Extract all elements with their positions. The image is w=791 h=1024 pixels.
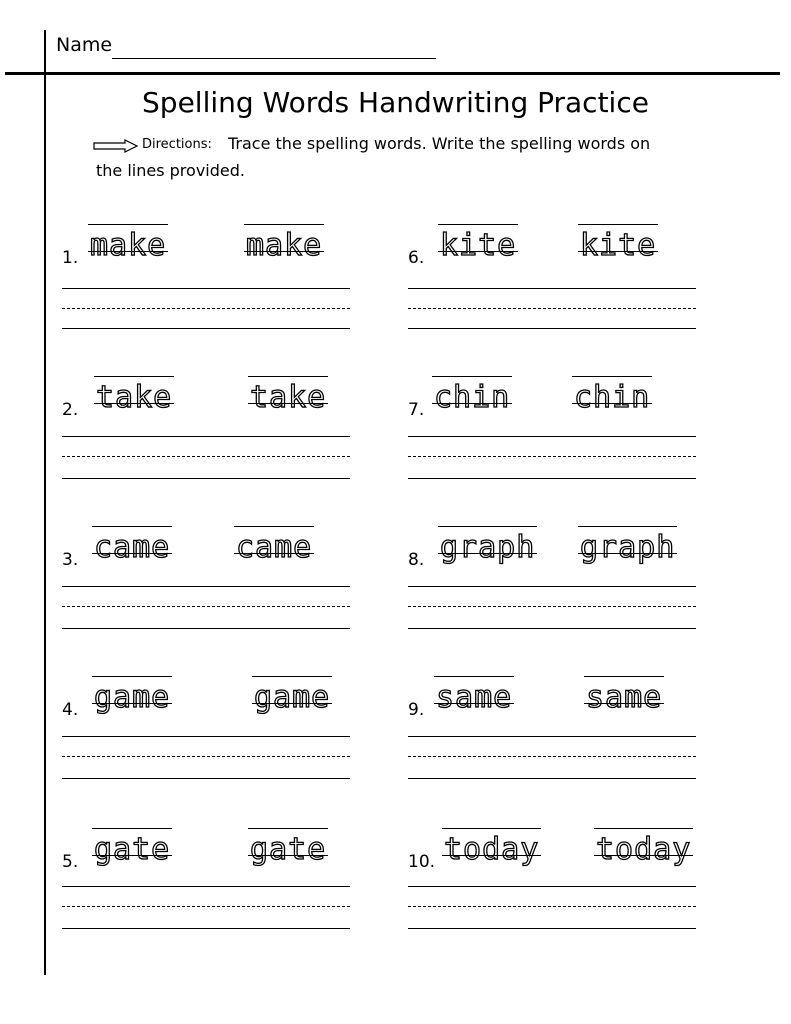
trace-word-text: game <box>254 680 331 715</box>
writing-line-base[interactable] <box>62 928 350 929</box>
item-number: 4. <box>62 700 79 720</box>
writing-line-top[interactable] <box>62 586 350 587</box>
trace-word-text: take <box>96 380 173 415</box>
spelling-item <box>62 208 372 338</box>
item-number: 6. <box>408 248 425 268</box>
writing-line-top[interactable] <box>408 436 696 437</box>
spelling-item <box>62 510 372 640</box>
name-field-line[interactable] <box>112 58 436 59</box>
trace-word[interactable] <box>92 526 172 565</box>
trace-word[interactable] <box>434 676 514 715</box>
trace-word-text: today <box>444 832 540 867</box>
trace-word-text: make <box>90 228 167 263</box>
spelling-item <box>408 660 718 790</box>
spelling-item <box>408 812 718 942</box>
trace-word[interactable] <box>594 828 693 867</box>
writing-line-top[interactable] <box>62 736 350 737</box>
trace-word[interactable] <box>572 376 652 415</box>
spelling-item <box>408 360 718 490</box>
trace-word-text: same <box>586 680 663 715</box>
trace-word[interactable] <box>438 526 537 565</box>
trace-word-text: take <box>250 380 327 415</box>
arrow-icon <box>93 138 139 157</box>
item-number: 10. <box>408 852 436 872</box>
trace-word[interactable] <box>252 676 332 715</box>
trace-word[interactable] <box>248 828 328 867</box>
name-label: Name <box>56 34 113 56</box>
spelling-item <box>62 812 372 942</box>
writing-line-top[interactable] <box>408 288 696 289</box>
writing-line-mid[interactable] <box>408 756 696 757</box>
trace-word-text: chin <box>574 380 651 415</box>
writing-line-base[interactable] <box>408 328 696 329</box>
item-number: 2. <box>62 400 79 420</box>
page-title: Spelling Words Handwriting Practice <box>142 86 649 119</box>
spelling-item <box>62 360 372 490</box>
directions-text-continued: the lines provided. <box>96 161 245 180</box>
writing-line-top[interactable] <box>62 288 350 289</box>
directions-text: Trace the spelling words. Write the spelling words on <box>228 134 651 153</box>
item-number: 8. <box>408 550 425 570</box>
trace-word[interactable] <box>442 828 541 867</box>
trace-word[interactable] <box>92 676 172 715</box>
writing-line-mid[interactable] <box>62 906 350 907</box>
trace-word[interactable] <box>88 224 168 263</box>
trace-word[interactable] <box>94 376 174 415</box>
trace-word[interactable] <box>578 526 677 565</box>
writing-line-base[interactable] <box>62 478 350 479</box>
writing-line-mid[interactable] <box>408 606 696 607</box>
writing-line-top[interactable] <box>62 436 350 437</box>
writing-line-base[interactable] <box>62 778 350 779</box>
writing-line-mid[interactable] <box>62 756 350 757</box>
item-number: 9. <box>408 700 425 720</box>
writing-line-top[interactable] <box>408 886 696 887</box>
writing-line-mid[interactable] <box>62 606 350 607</box>
header-rule <box>5 72 780 75</box>
writing-line-top[interactable] <box>408 586 696 587</box>
writing-line-base[interactable] <box>408 928 696 929</box>
writing-line-base[interactable] <box>408 628 696 629</box>
trace-word-text: gate <box>94 832 171 867</box>
item-number: 5. <box>62 852 79 872</box>
trace-word-text: kite <box>580 228 657 263</box>
trace-word-text: came <box>94 530 171 565</box>
trace-word[interactable] <box>244 224 324 263</box>
trace-word[interactable] <box>234 526 314 565</box>
margin-line <box>44 30 46 975</box>
directions-label: Directions: <box>142 137 212 152</box>
trace-word-text: today <box>596 832 692 867</box>
trace-word-text: graph <box>580 530 676 565</box>
item-number: 1. <box>62 248 79 268</box>
trace-word[interactable] <box>578 224 658 263</box>
spelling-item <box>62 660 372 790</box>
trace-word-text: chin <box>434 380 511 415</box>
writing-line-mid[interactable] <box>408 308 696 309</box>
trace-word-text: kite <box>440 228 517 263</box>
writing-line-top[interactable] <box>62 886 350 887</box>
trace-word-text: gate <box>250 832 327 867</box>
writing-line-mid[interactable] <box>408 456 696 457</box>
writing-line-base[interactable] <box>62 328 350 329</box>
writing-line-mid[interactable] <box>62 456 350 457</box>
writing-line-base[interactable] <box>408 478 696 479</box>
writing-line-mid[interactable] <box>62 308 350 309</box>
trace-word-text: game <box>94 680 171 715</box>
trace-word-text: make <box>246 228 323 263</box>
trace-word-text: graph <box>440 530 536 565</box>
item-number: 7. <box>408 400 425 420</box>
trace-word[interactable] <box>432 376 512 415</box>
writing-line-mid[interactable] <box>408 906 696 907</box>
trace-word[interactable] <box>438 224 518 263</box>
writing-line-base[interactable] <box>62 628 350 629</box>
spelling-item <box>408 510 718 640</box>
trace-word[interactable] <box>92 828 172 867</box>
writing-line-base[interactable] <box>408 778 696 779</box>
trace-word-text: came <box>236 530 313 565</box>
spelling-item <box>408 208 718 338</box>
trace-word[interactable] <box>584 676 664 715</box>
trace-word-text: same <box>436 680 513 715</box>
trace-word[interactable] <box>248 376 328 415</box>
item-number: 3. <box>62 550 79 570</box>
writing-line-top[interactable] <box>408 736 696 737</box>
